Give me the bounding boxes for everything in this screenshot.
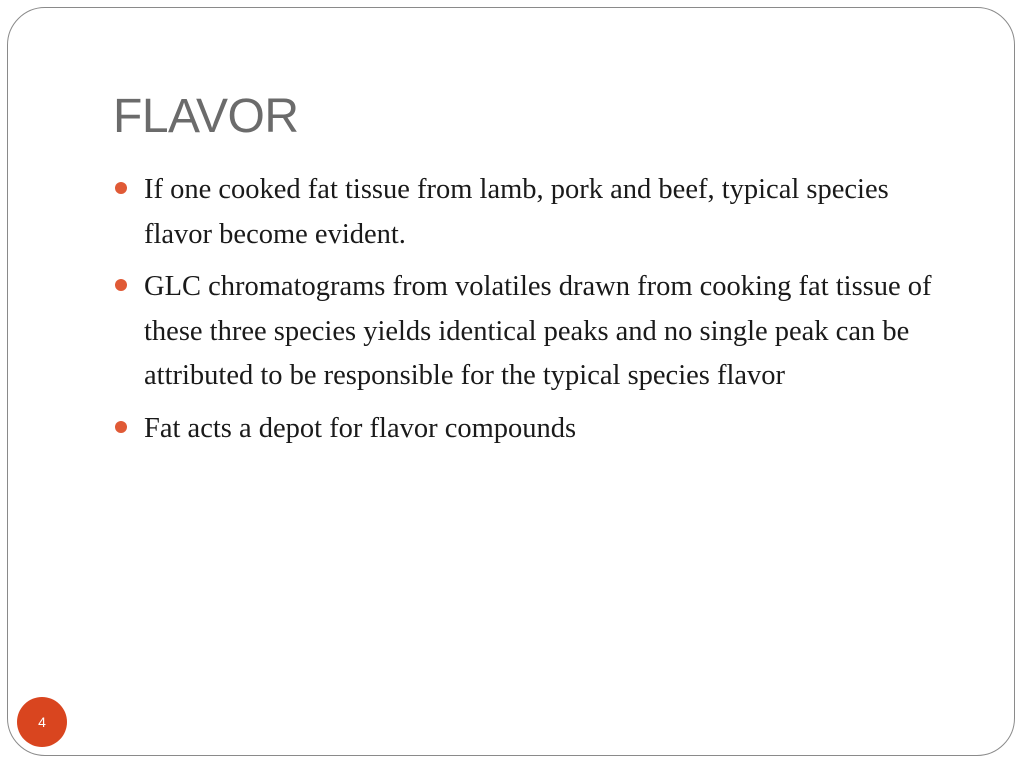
bullet-dot-icon xyxy=(115,421,127,433)
bullet-text: If one cooked fat tissue from lamb, pork and beef, typical species flavor become evident. xyxy=(144,174,889,250)
bullet-list xyxy=(114,168,954,459)
bullet-item xyxy=(114,168,954,257)
bullet-text: Fat acts a depot for flavor compounds xyxy=(144,412,577,444)
bullet-dot-icon xyxy=(115,182,127,194)
page-number-badge: 4 xyxy=(17,697,67,747)
bullet-text: GLC chromatograms from volatiles drawn from cooking fat tissue of these three species yields identical peaks and no single peak can be attributed to be responsible for the typical species flavor xyxy=(144,271,932,391)
bullet-dot-icon xyxy=(115,279,127,291)
bullet-item xyxy=(114,265,954,399)
slide-title: FLAVOR xyxy=(113,90,299,143)
bullet-item xyxy=(114,407,954,452)
